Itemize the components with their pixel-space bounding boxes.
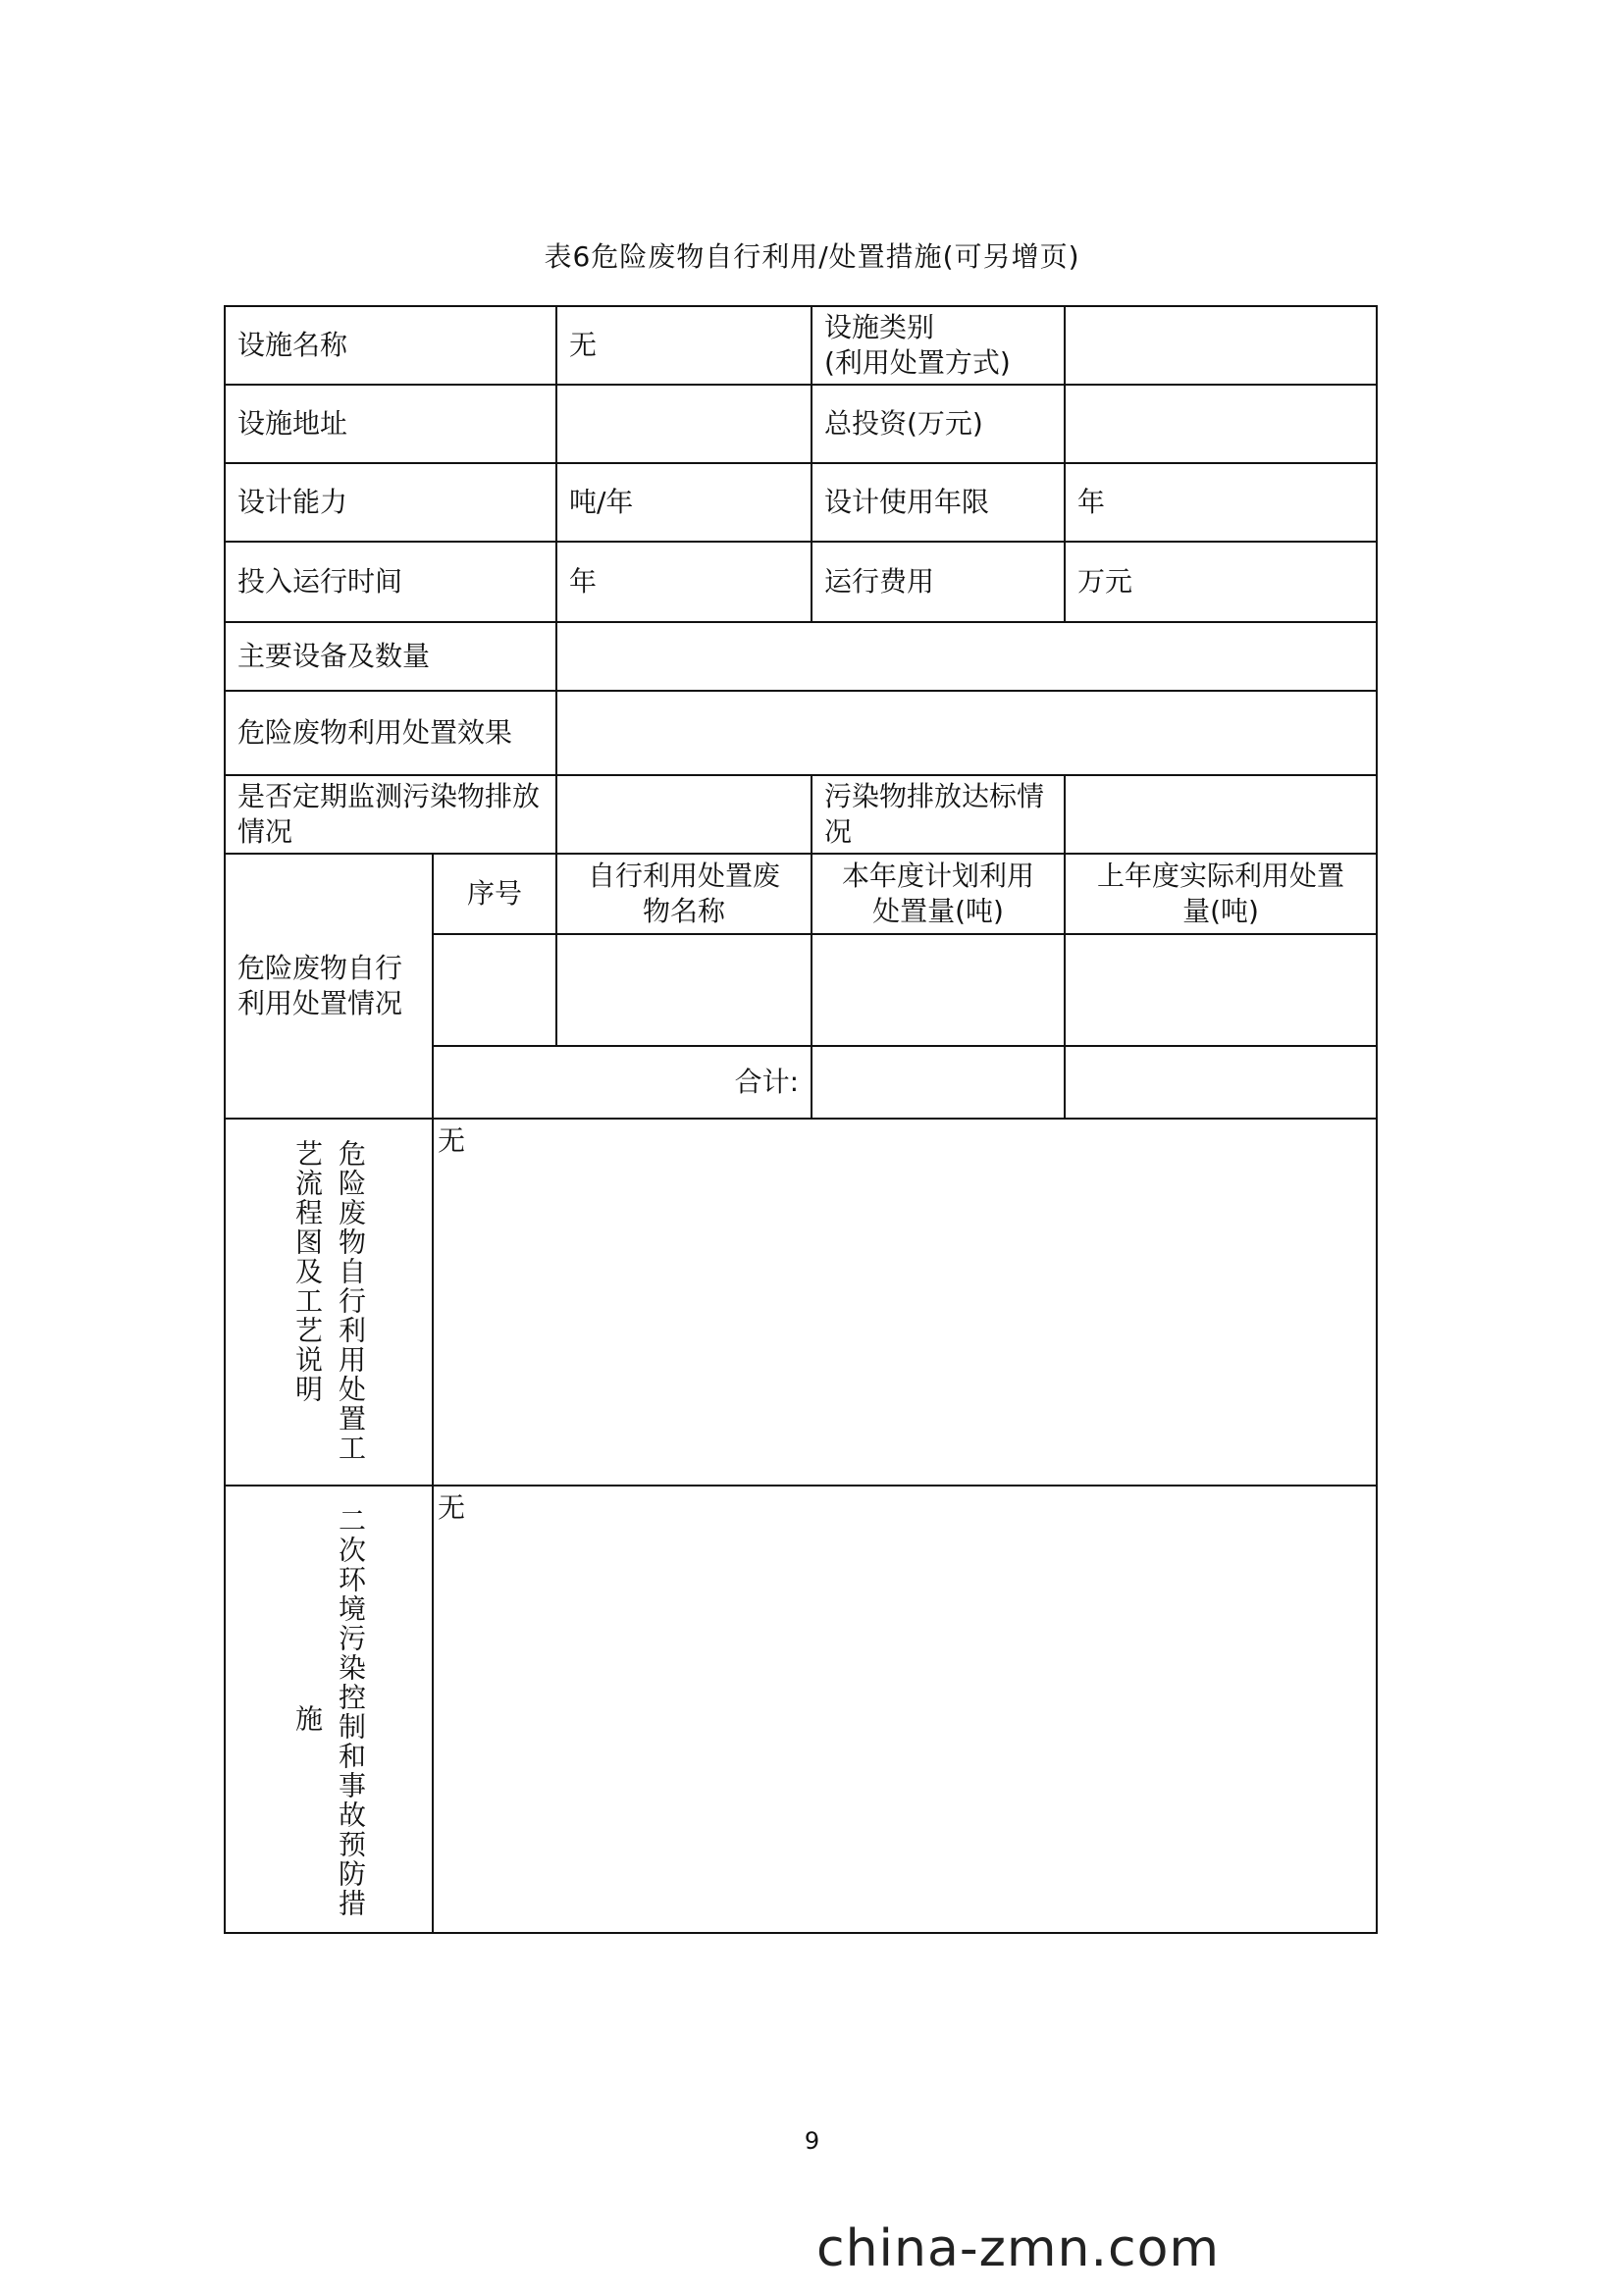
total-investment-label: 总投资(万元) [811,384,1066,464]
col-header-waste-name: 自行利用处置废物名称 [555,853,812,935]
total-label: 合计: [432,1045,812,1120]
pollution-control-label [224,1485,434,1934]
emission-standard-value [1064,774,1378,855]
emission-standard-label: 污染物排放达标情况 [811,774,1066,855]
facility-category-label-line2: (利用处置方式) [824,346,1011,379]
pollution-control-label-col1: 二次环境污染控制和事故预防措 [335,1506,367,1918]
facility-name-label: 设施名称 [224,305,557,386]
operation-start-value: 年 [555,541,812,623]
page-title: 表6危险废物自行利用/处置措施(可另增页) [544,240,1080,273]
regular-monitoring-label: 是否定期监测污染物排放情况 [224,774,557,855]
operating-cost-value: 万元 [1064,541,1378,623]
design-life-value: 年 [1064,462,1378,543]
total-investment-value [1064,384,1378,464]
regular-monitoring-value [555,774,812,855]
pollution-control-value: 无 [432,1485,1378,1934]
process-label [224,1118,434,1487]
total-actual [1064,1045,1378,1120]
self-disposal-section-label: 危险废物自行利用处置情况 [224,853,434,1120]
main-equipment-label: 主要设备及数量 [224,621,557,692]
watermark: china-zmn.com [816,2219,1221,2278]
disposal-effect-label: 危险废物利用处置效果 [224,690,557,776]
facility-address-value [555,384,812,464]
facility-category-label [811,305,1066,386]
data-row-serial [432,933,557,1047]
process-label-col2: 艺流程图及工艺说明 [291,1139,324,1404]
facility-category-label-line1: 设施类别 [824,311,935,343]
total-planned [811,1045,1066,1120]
design-capacity-value: 吨/年 [555,462,812,543]
page-number: 9 [804,2127,820,2155]
col-header-serial: 序号 [432,853,557,935]
operation-start-label: 投入运行时间 [224,541,557,623]
facility-address-label: 设施地址 [224,384,557,464]
design-capacity-label: 设计能力 [224,462,557,543]
data-row-planned [811,933,1066,1047]
col-header-actual: 上年度实际利用处置量(吨) [1064,853,1378,935]
process-value: 无 [432,1118,1378,1487]
design-life-label: 设计使用年限 [811,462,1066,543]
facility-category-value [1064,305,1378,386]
pollution-control-label-col2: 施 [291,1704,324,1734]
data-row-waste-name [555,933,812,1047]
facility-name-value: 无 [555,305,812,386]
data-row-actual [1064,933,1378,1047]
process-label-col1: 危险废物自行利用处置工 [335,1139,367,1463]
disposal-measures-table [224,305,1378,1934]
main-equipment-value [555,621,1378,692]
disposal-effect-value [555,690,1378,776]
col-header-planned: 本年度计划利用处置量(吨) [811,853,1066,935]
operating-cost-label: 运行费用 [811,541,1066,623]
